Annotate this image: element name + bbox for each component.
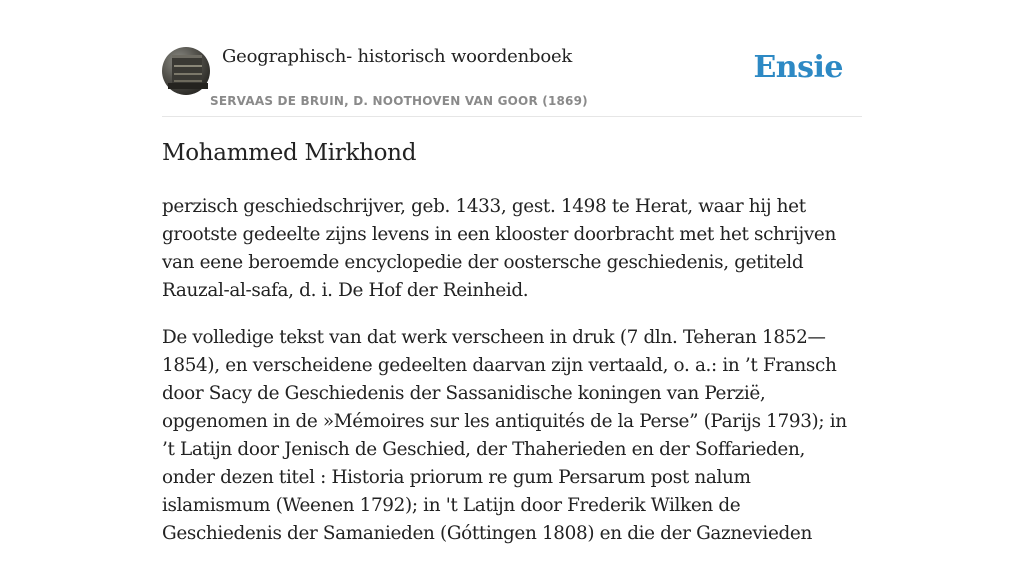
- book-authors: SERVAAS DE BRUIN, D. NOOTHOVEN VAN GOOR (1869): [210, 94, 588, 108]
- book-title[interactable]: Geographisch- historisch woordenboek: [222, 46, 573, 67]
- ensie-logo-link[interactable]: Ensie: [753, 50, 843, 85]
- article-title: Mohammed Mirkhond: [162, 140, 417, 166]
- header: [162, 40, 862, 117]
- article-paragraph: perzisch geschiedschrijver, geb. 1433, gest. 1498 te Herat, waar hij het grootste gedeelte zijns levens in een klooster doorbracht met het schrijven van eene beroemde encyclopedie der oostersche geschiedenis, getiteld Rauzal-al-safa, d. i. De Hof der Reinheid.: [162, 196, 836, 301]
- article-paragraph: De volledige tekst van dat werk verscheen in druk (7 dln. Teheran 1852—1854), en verscheidene gedeelten daarvan zijn vertaald, o. a.: in ’t Fransch door Sacy de Geschiedenis der Sassanidische koningen van Perzië, opgenomen in de »Mémoires sur les antiquités de la Perse” (Parijs 1793); in ’t Latijn door Jenisch de Geschied, der Thaherieden en der Soffarieden, onder dezen titel : Historia priorum re gum Persarum post nalum islamismum (Weenen 1792); in 't Latijn door Frederik Wilken de Geschiedenis der Samanieden (Góttingen 1808) en die der Gaznevieden: [162, 327, 847, 544]
- article-body: [162, 193, 862, 567]
- book-cover-icon: [162, 47, 210, 95]
- book-cover-avatar[interactable]: [162, 47, 210, 95]
